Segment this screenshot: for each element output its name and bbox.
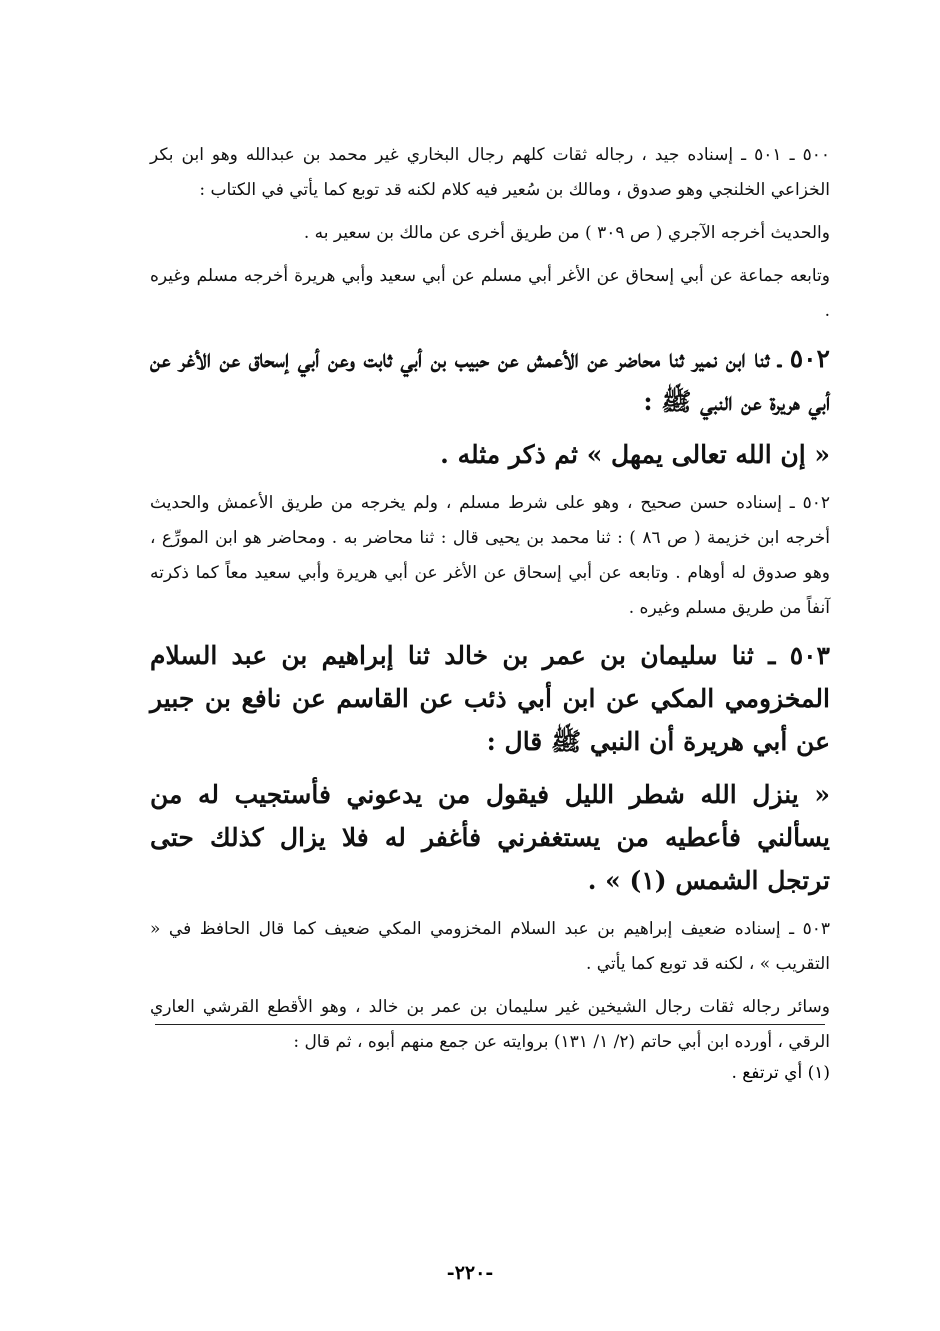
footnote-divider [155,1024,825,1025]
commentary-ajurri: والحديث أخرجه الآجري ( ص ٣٠٩ ) من طريق أخرى عن مالك بن سعير به . [303,223,830,243]
hadith-502-text: « إن الله تعالى يمهل » ثم ذكر مثله . [440,440,830,469]
commentary-503: ٥٠٣ ـ إسناده ضعيف إبراهيم بن عبد السلام المخزومي المكي ضعيف كما قال الحافظ في « التقريب » ، لكنه قد توبع كما يأتي . [150,919,830,974]
commentary-503-rijal: وسائر رجاله ثقات رجال الشيخين غير سليمان بن عمر بن خالد ، وهو الأقطع القرشي العاري الرقي ، أورده ابن أبي حاتم (٢/ ١/ ١٣١) بروايته عن جمع منهم أبوه ، ثم قال : [150,997,830,1052]
hadith-502: ٥٠٢ ـ ثنا ابن نمير ثنا محاضر عن الأعمش عن حبيب بن أبي ثابت وعن أبي إسحاق عن الأغر عن أبي هريرة عن النبي ﷺ : [150,344,830,416]
footnote: (١) أي ترتفع . [731,1063,830,1083]
hadith-503: ٥٠٣ ـ ثنا سليمان بن عمر بن خالد ثنا إبراهيم بن عبد السلام المخزومي المكي عن ابن أبي ذئب عن القاسم عن نافع بن جبير عن أبي هريرة أن النبي ﷺ قال : [150,641,830,756]
hadith-503-text: « ينزل الله شطر الليل فيقول من يدعوني فأستجيب له من يسألني فأعطيه من يستغفرني فأغفر له فلا يزال كذلك حتى ترتجل الشمس (١) » . [150,780,830,895]
commentary-500-501: ٥٠٠ ـ ٥٠١ ـ إسناده جيد ، رجاله ثقات كلهم رجال البخاري غير محمد بن عبدالله وهو ابن بكر الخزاعي الخلنجي وهو صدوق ، ومالك بن سُعير فيه كلام لكنه قد توبع كما يأتي في الكتاب : [150,145,830,200]
commentary-502: ٥٠٢ ـ إسناده حسن صحيح ، وهو على شرط مسلم ، ولم يخرجه من طريق الأعمش والحديث أخرجه ابن خزيمة ( ص ٨٦ ) : ثنا محمد بن يحيى قال : ثنا محاضر به . ومحاضر هو ابن المورِّع ، وهو صدوق له أوهام . وتابعه عن أبي إسحاق عن الأغر عن أبي هريرة وأبي سعيد معاً كما ذكرته آنفاً من طريق مسلم وغيره . [150,493,830,618]
page-body [150,138,830,1068]
commentary-followup: وتابعه جماعة عن أبي إسحاق عن الأغر أبي مسلم عن أبي سعيد وأبي هريرة أخرجه مسلم وغيره . [150,266,830,321]
page-number: -٢٢٠- [446,1262,494,1284]
